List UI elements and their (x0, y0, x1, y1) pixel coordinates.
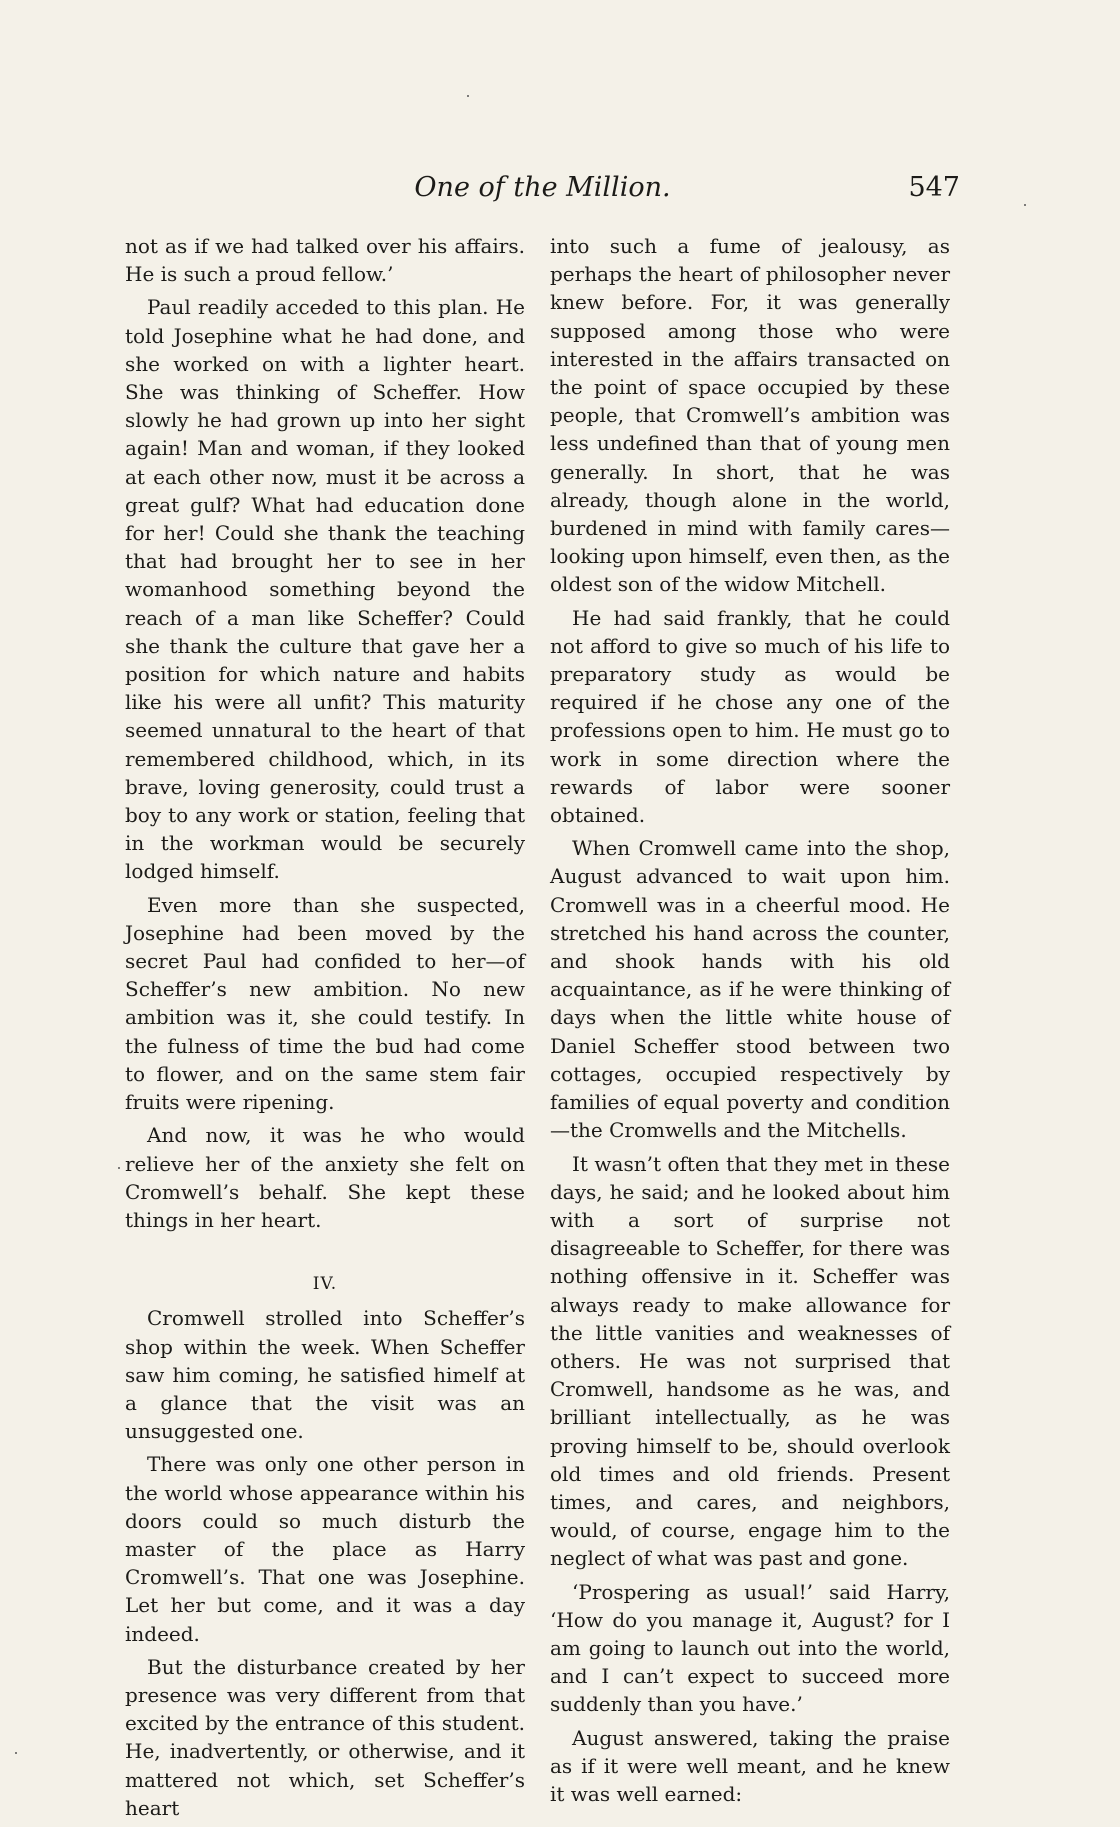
paper-speck (467, 95, 469, 97)
paragraph: ‘Prospering as usual!’ said Harry, ‘How do you manage it, August? for I am going to launch out into the world, and I can’t expect to succeed more suddenly than you have.’ (550, 1579, 950, 1717)
paper-speck (15, 1752, 17, 1754)
paragraph: Even more than she suspected, Josephine had been moved by the secret Paul had confided to her—of Scheffer’s new ambition. No new ambition was it, she could testify. In the fulness of time the bud had come to flower, and on the same stem fair fruits were ripening. (125, 892, 525, 1115)
paragraph: When Cromwell came into the shop, August advanced to wait upon him. Cromwell was in a cheerful mood. He stretched his hand across the counter, and shook hands with his old acquaintance, as if he were thinking of days when the little white house of Daniel Scheffer stood between two cottages, occupied respectively by families of equal poverty and condition—the Cromwells and the Mitchells. (550, 836, 950, 1143)
paper-speck (1024, 204, 1026, 206)
paragraph: August answered, taking the praise as if it were well meant, and he knew it was well earned: (550, 1725, 950, 1806)
paragraph: Paul readily acceded to this plan. He told Josephine what he had done, and she worked on with a lighter heart. She was thinking of Scheffer. How slowly he had grown up into her sight again! Man and woman, if they looked at each other now, must it be across a great gulf? What had education done for her! Could she thank the teaching that had brought her to see in her womanhood something beyond the reach of a man like Scheffer? Could she thank the culture that gave her a position for which nature and habits like his were all unfit? This maturity seemed unnatural to the heart of that remembered childhood, which, in its brave, loving generosity, could trust a boy to any work or station, feeling that in the workman would be securely lodged himself. (125, 295, 525, 884)
paper-speck (118, 1167, 120, 1169)
left-column (125, 232, 525, 1827)
section-heading: IV. (312, 1274, 338, 1295)
page-header (125, 172, 960, 212)
paragraph: into such a fume of jealousy, as perhaps the heart of philosopher never knew before. For, it was generally supposed among those who were interested in the affairs transacted on the point of space occupied by these people, that Cromwell’s ambition was less undefined than that of young men generally. In short, that he was already, though alone in the world, burdened in mind with family cares—looking upon himself, even then, as the oldest son of the widow Mitchell. (550, 234, 950, 597)
paragraph: Cromwell strolled into Scheffer’s shop within the week. When Scheffer saw him coming, he satisfied himelf at a glance that the visit was an unsuggested one. (125, 1306, 525, 1444)
running-title: One of the Million. (414, 172, 671, 203)
page-number: 547 (908, 172, 960, 203)
paragraph: not as if we had talked over his affairs. He is such a proud fellow.’ (125, 234, 525, 287)
paragraph: He had said frankly, that he could not afford to give so much of his life to preparatory study as would be required if he chose any one of the professions open to him. He must go to work in some direction where the rewards of labor were sooner obtained. (550, 605, 950, 828)
paragraph: And now, it was he who would relieve her of the anxiety she felt on Cromwell’s behalf. She kept these things in her heart. (125, 1123, 525, 1232)
right-column (550, 232, 950, 1813)
paragraph: But the disturbance created by her presence was very different from that excited by the entrance of this student. He, inadvertently, or otherwise, and it mattered not which, set Scheffer’s heart (125, 1654, 525, 1820)
paragraph: It wasn’t often that they met in these days, he said; and he looked about him with a sort of surprise not disagreeable to Scheffer, for there was nothing offensive in it. Scheffer was always ready to make allowance for the little vanities and weaknesses of others. He was not surprised that Cromwell, handsome as he was, and brilliant intellectually, as he was proving himself to be, should overlook old times and old friends. Present times, and cares, and neighbors, would, of course, engage him to the neglect of what was past and gone. (550, 1151, 950, 1571)
paragraph: There was only one other person in the world whose appearance within his doors could so much disturb the master of the place as Harry Cromwell’s. That one was Josephine. Let her but come, and it was a day indeed. (125, 1452, 525, 1646)
